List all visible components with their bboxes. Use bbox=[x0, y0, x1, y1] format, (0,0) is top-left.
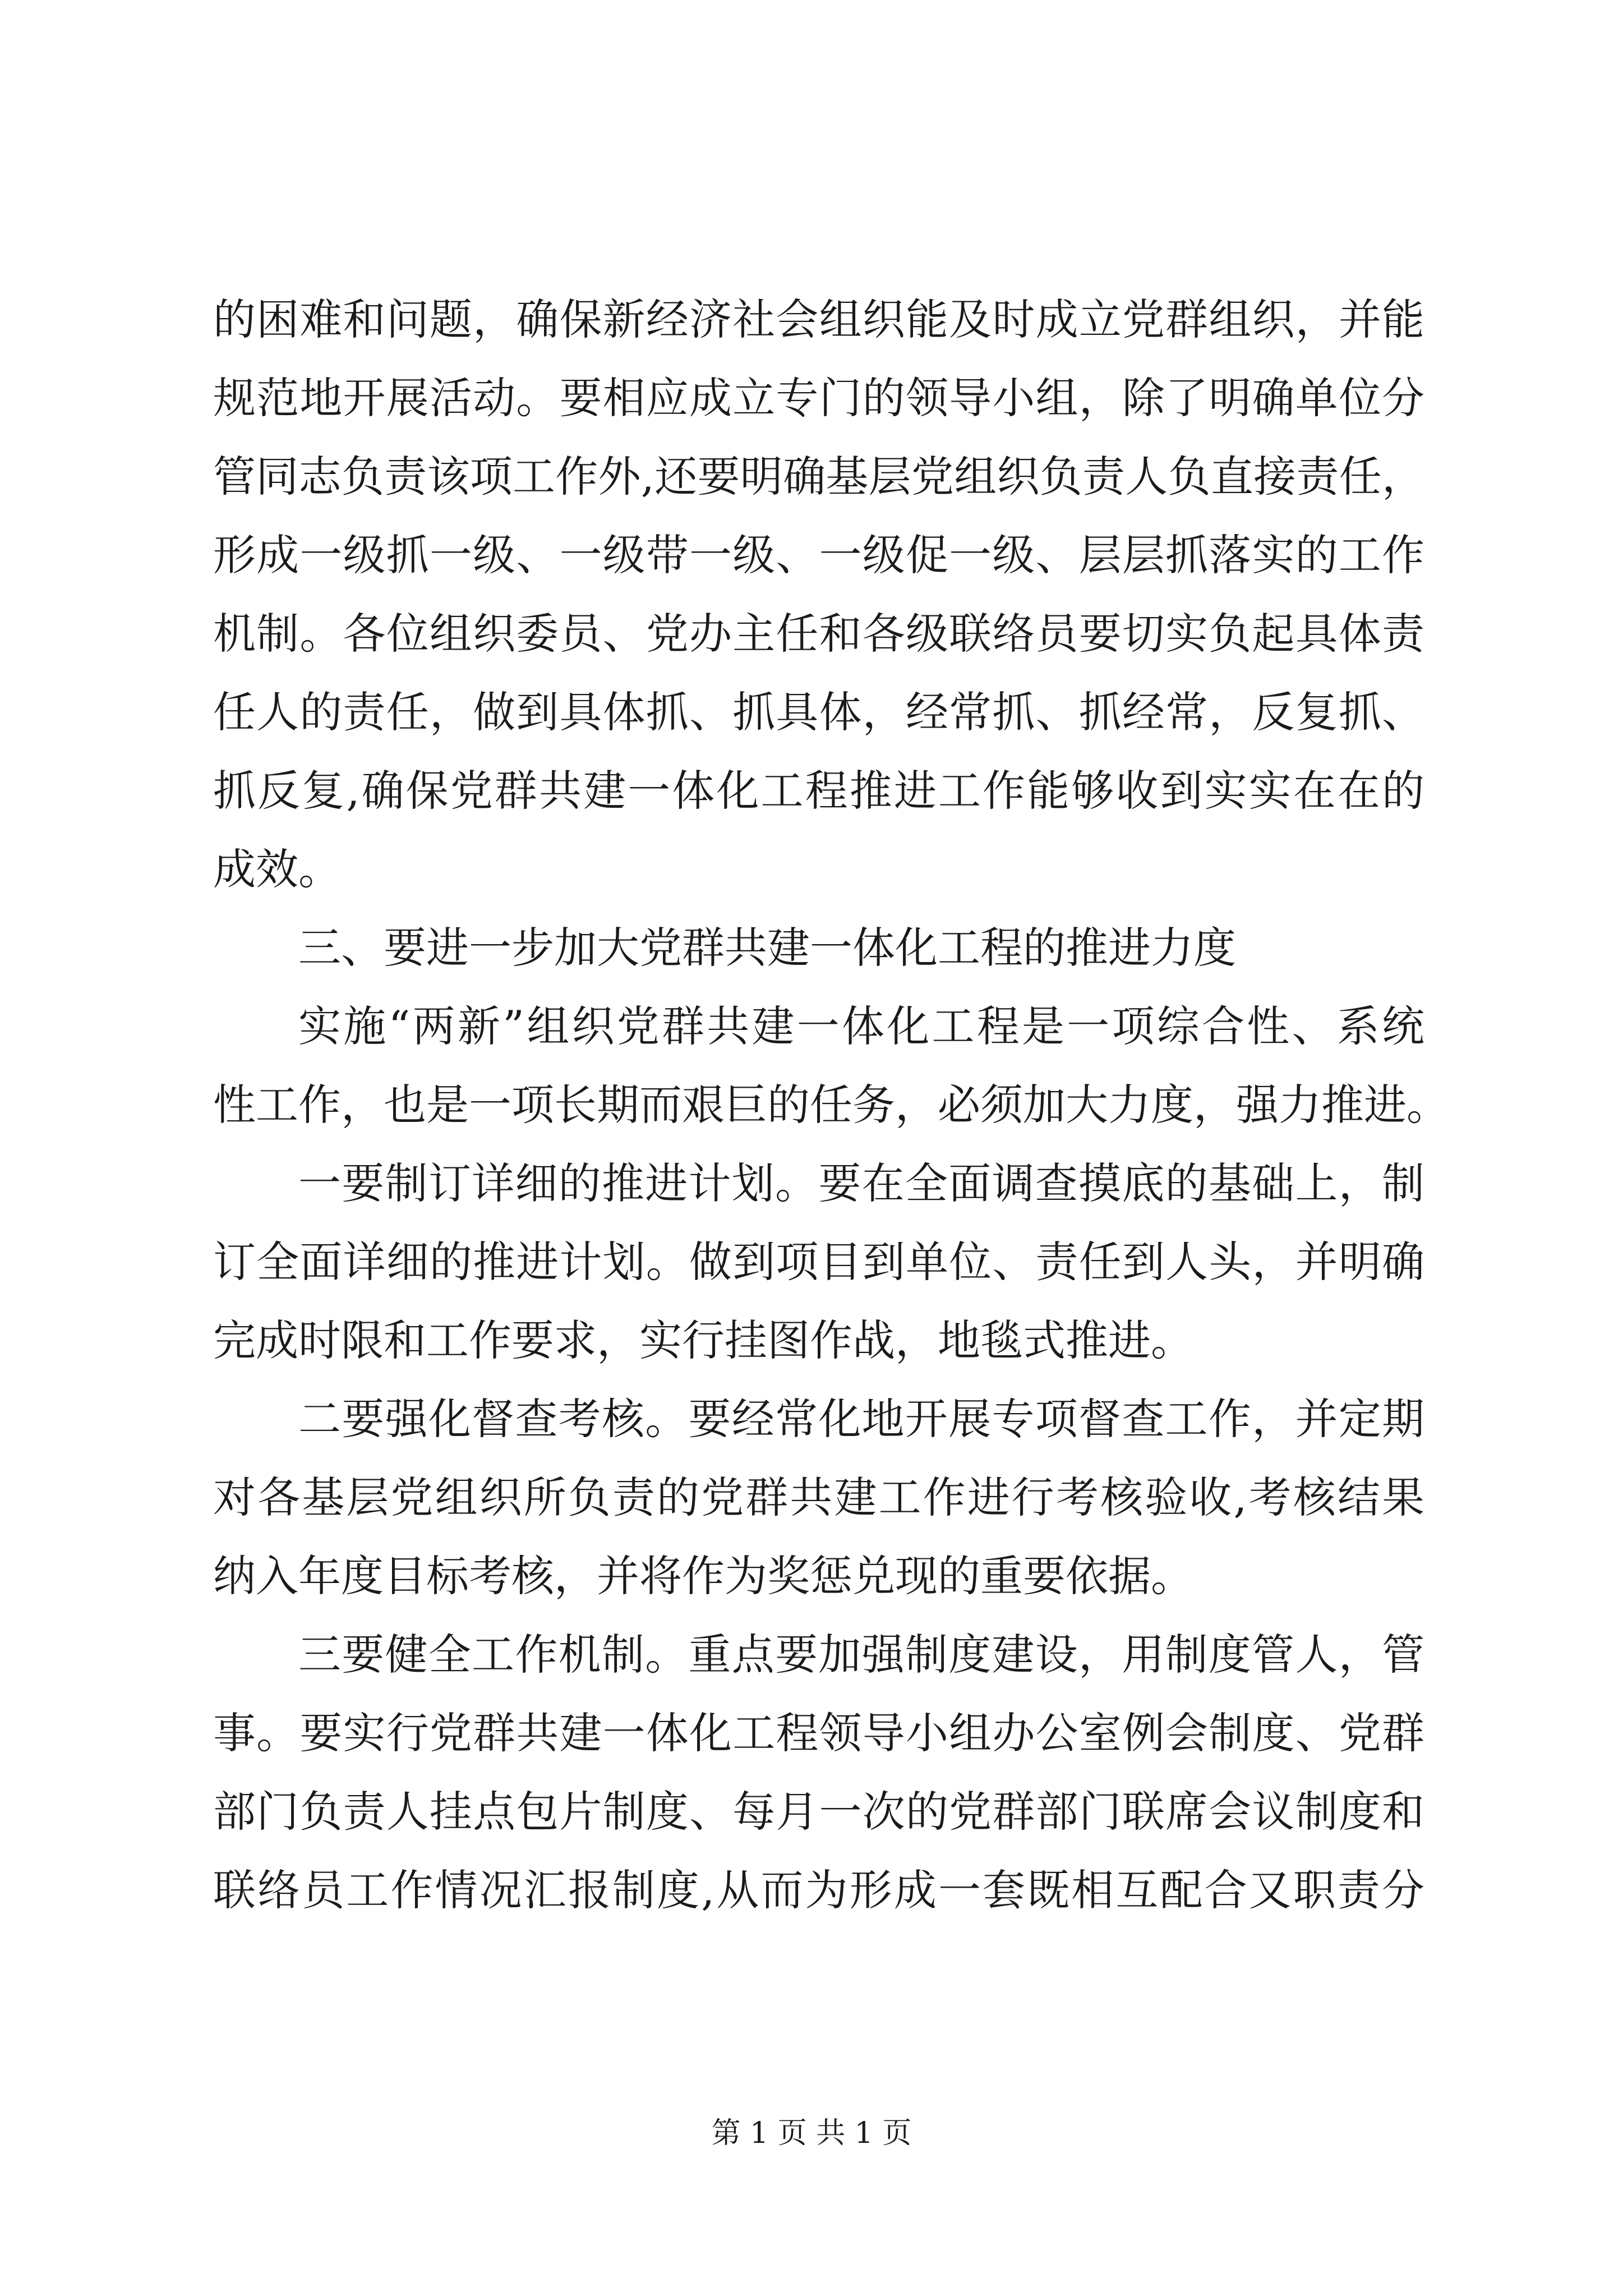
text-line: 管同志负责该项工作外,还要明确基层党组织负责人负直接责任， bbox=[213, 452, 1424, 501]
text-line: 事。要实行党群共建一体化工程领导小组办公室例会制度、党群 bbox=[213, 1708, 1424, 1758]
text-line: 的困难和问题，确保新经济社会组织能及时成立党群组织，并能 bbox=[213, 295, 1424, 344]
text-line: 实施“两新”组织党群共建一体化工程是一项综合性、系统 bbox=[298, 1001, 1424, 1051]
text-line: 三要健全工作机制。重点要加强制度建设，用制度管人，管 bbox=[298, 1630, 1424, 1680]
text-line: 部门负责人挂点包片制度、每月一次的党群部门联席会议制度和 bbox=[213, 1787, 1424, 1837]
text-line: 性工作，也是一项长期而艰巨的任务，必须加大力度，强力推进。 bbox=[213, 1080, 1449, 1130]
text-line: 对各基层党组织所负责的党群共建工作进行考核验收,考核结果 bbox=[213, 1473, 1424, 1522]
section-heading: 三、要进一步加大党群共建一体化工程的推进力度 bbox=[298, 923, 1236, 973]
text-line: 抓反复,确保党群共建一体化工程推进工作能够收到实实在在的 bbox=[213, 766, 1424, 816]
text-line: 二要强化督查考核。要经常化地开展专项督查工作，并定期 bbox=[298, 1394, 1424, 1444]
text-line: 一要制订详细的推进计划。要在全面调查摸底的基础上，制 bbox=[298, 1158, 1424, 1208]
text-line: 规范地开展活动。要相应成立专门的领导小组，除了明确单位分 bbox=[213, 373, 1424, 423]
text-line: 任人的责任，做到具体抓、抓具体，经常抓、抓经常，反复抓、 bbox=[213, 687, 1424, 737]
page-footer: 第 1 页 共 1 页 bbox=[711, 2116, 912, 2150]
text-line: 成效。 bbox=[213, 844, 341, 894]
text-line: 机制。各位组织委员、党办主任和各级联络员要切实负起具体责 bbox=[213, 609, 1424, 659]
document-body bbox=[213, 280, 1449, 1930]
text-line: 形成一级抓一级、一级带一级、一级促一级、层层抓落实的工作 bbox=[213, 530, 1424, 580]
text-line: 订全面详细的推进计划。做到项目到单位、责任到人头，并明确 bbox=[213, 1237, 1424, 1287]
text-line: 完成时限和工作要求，实行挂图作战，地毯式推进。 bbox=[213, 1315, 1193, 1365]
text-line: 联络员工作情况汇报制度,从而为形成一套既相互配合又职责分 bbox=[213, 1865, 1424, 1915]
text-line: 纳入年度目标考核，并将作为奖惩兑现的重要依据。 bbox=[213, 1551, 1193, 1601]
